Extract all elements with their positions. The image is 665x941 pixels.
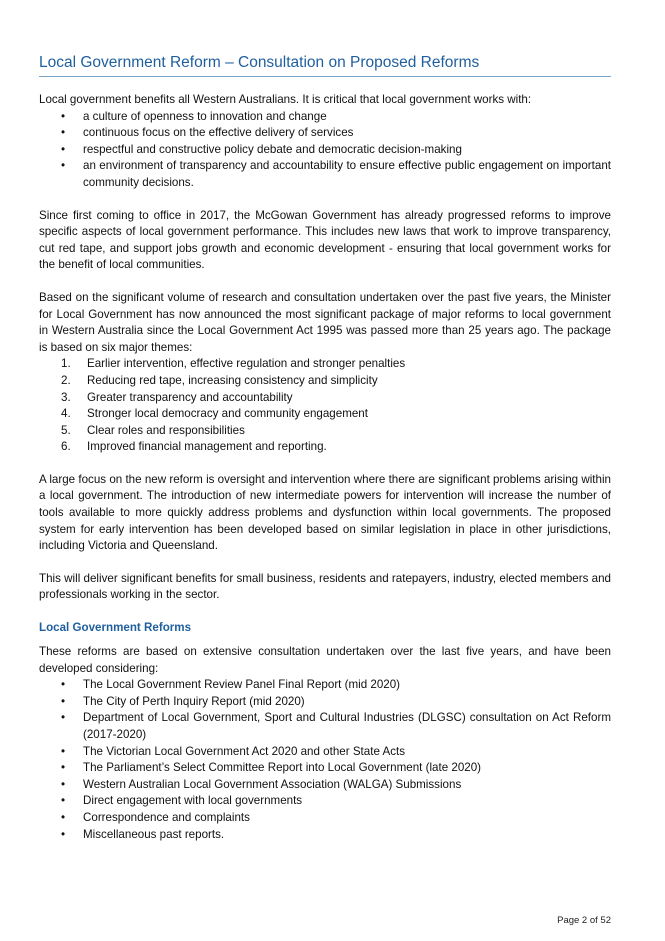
list-item: • a culture of openness to innovation and change <box>39 109 611 126</box>
list-item: • The Parliament’s Select Committee Report into Local Government (late 2020) <box>39 760 611 777</box>
bullet-icon: • <box>61 678 66 692</box>
theme-item: 2. Reducing red tape, increasing consistency and simplicity <box>39 373 611 390</box>
benefits-paragraph: This will deliver significant benefits for small business, residents and ratepayers, industry, elected members and professionals working in the sector. <box>39 571 611 602</box>
theme-item: 6. Improved financial management and reporting. <box>39 439 611 456</box>
theme-number: 5. <box>61 423 71 437</box>
list-item: • The City of Perth Inquiry Report (mid 2020) <box>39 694 611 711</box>
list-item: • Correspondence and complaints <box>39 810 611 827</box>
theme-number: 3. <box>61 390 71 404</box>
reform-package-paragraph: Based on the significant volume of research and consultation undertaken over the past five years, the Minister for Local Government has now announced the most significant package of major reforms to local government in Western Australia since the Local Government Act 1995 was passed more than 25 years ago. The package is based on six major themes: <box>39 290 611 354</box>
theme-item: 5. Clear roles and responsibilities <box>39 423 611 440</box>
bullet-icon: • <box>61 761 66 775</box>
bullet-icon: • <box>61 810 66 824</box>
sources-bullet-list <box>39 677 611 843</box>
oversight-paragraph: A large focus on the new reform is oversight and intervention where there are significant problems arising within a local government. The introduction of new intermediate powers for intervention will increase the number of tools available to more quickly address problems and dysfunction within local governments. The proposed system for early intervention has been developed based on similar legislation in place in other jurisdictions, including Victoria and Queensland. <box>39 472 611 553</box>
themes-list <box>39 356 611 456</box>
page-title: Local Government Reform – Consultation on Proposed Reforms <box>39 53 611 77</box>
list-item: • an environment of transparency and accountability to ensure effective public engagement on important community decisions. <box>61 159 611 189</box>
theme-item: 1. Earlier intervention, effective regulation and stronger penalties <box>39 356 611 373</box>
list-item: • respectful and constructive policy debate and democratic decision-making <box>39 142 611 159</box>
section-heading: Local Government Reforms <box>39 621 192 635</box>
bullet-icon: • <box>61 711 66 725</box>
bullet-icon: • <box>61 142 66 156</box>
theme-number: 4. <box>61 407 71 421</box>
page-number: Page 2 of 52 <box>557 915 611 926</box>
list-item: • The Local Government Review Panel Final Report (mid 2020) <box>39 677 611 694</box>
theme-number: 2. <box>61 373 71 387</box>
bullet-icon: • <box>61 777 66 791</box>
list-item: • Miscellaneous past reports. <box>39 827 611 844</box>
bullet-icon: • <box>61 159 66 173</box>
intro-paragraph: Local government benefits all Western Australians. It is critical that local government works with: <box>39 93 532 106</box>
list-item: • The Victorian Local Government Act 2020 and other State Acts <box>39 744 611 761</box>
list-item: • continuous focus on the effective delivery of services <box>39 125 611 142</box>
bullet-icon: • <box>61 126 66 140</box>
bullet-icon: • <box>61 794 66 808</box>
theme-item: 3. Greater transparency and accountability <box>39 390 611 407</box>
list-item: • Department of Local Government, Sport and Cultural Industries (DLGSC) consultation on Act Reform (2017-2020) <box>61 711 611 741</box>
bullet-icon: • <box>61 827 66 841</box>
intro-bullet-list <box>39 109 611 192</box>
list-item: • Western Australian Local Government Association (WALGA) Submissions <box>39 777 611 794</box>
bullet-icon: • <box>61 744 66 758</box>
document-page <box>39 53 611 843</box>
bullet-icon: • <box>61 109 66 123</box>
reform-progress-paragraph: Since first coming to office in 2017, the McGowan Government has already progressed reforms to improve specific aspects of local government performance. This includes new laws that work to improve transparency, cut red tape, and support jobs growth and economic development - ensuring that local government works for the benefit of local communities. <box>39 208 611 272</box>
list-item: • Direct engagement with local governments <box>39 793 611 810</box>
consultation-paragraph: These reforms are based on extensive consultation undertaken over the last five years, and have been developed considering: <box>39 645 611 675</box>
bullet-icon: • <box>61 694 66 708</box>
theme-item: 4. Stronger local democracy and community engagement <box>39 406 611 423</box>
theme-number: 6. <box>61 440 71 454</box>
theme-number: 1. <box>61 357 71 371</box>
